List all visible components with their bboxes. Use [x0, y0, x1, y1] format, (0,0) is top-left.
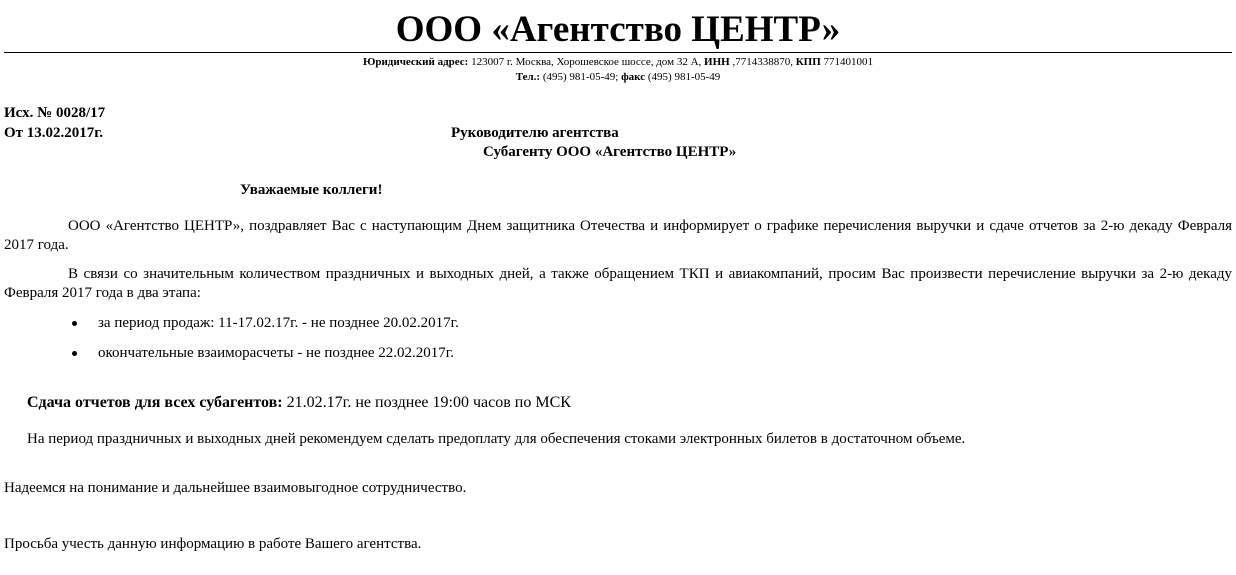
phone-value: (495) 981-05-49; [540, 71, 622, 83]
recipient-line-1: Руководителю агентства [451, 125, 619, 141]
reports-label: Сдача отчетов для всех субагентов: [27, 394, 283, 411]
greeting: Уважаемые коллеги! [240, 182, 383, 198]
bullet-icon [72, 351, 77, 356]
paragraph-congratulation: ООО «Агентство ЦЕНТР», поздравляет Вас с наступающим Днем защитника Отечества и информирует о графике перечисления выручки и сдаче отчетов за 2-ю декаду Февраля 2017 года. [4, 218, 1232, 253]
kpp-value: 771401001 [820, 56, 874, 68]
reports-deadline [27, 393, 571, 413]
bullet-icon [72, 321, 77, 326]
inn-label: ИНН [704, 56, 730, 68]
recipient-line-2: Субагенту ООО «Агентство ЦЕНТР» [483, 144, 737, 160]
contact-phone-line [0, 70, 1236, 84]
fax-label: факс [621, 71, 646, 83]
letter-date: От 13.02.2017г. [4, 125, 104, 141]
list-item-text: за период продаж: 11-17.02.17г. - не позднее 20.02.2017г. [98, 315, 459, 331]
closing-request-note: Просьба учесть данную информацию в работе Вашего агентства. [4, 536, 422, 552]
reports-value: 21.02.17г. не позднее 19:00 часов по МСК [282, 394, 571, 411]
outgoing-number: Исх. № 0028/17 [4, 105, 106, 121]
company-title: ООО «Агентство ЦЕНТР» [395, 9, 841, 50]
closing-hope-note: Надеемся на понимание и дальнейшее взаимовыгодное сотрудничество. [4, 480, 467, 496]
inn-value: ,7714338870, [729, 56, 796, 68]
address-label: Юридический адрес: [362, 56, 469, 68]
header-divider [4, 52, 1232, 53]
paragraph-payment-request: В связи со значительным количеством праздничных и выходных дней, а также обращением ТКП и авиакомпаний, просим Вас произвести перечисление выручки за 2-ю декаду Февраля 2017 года в два этапа: [4, 266, 1232, 301]
phone-label: Тел.: [515, 71, 541, 83]
kpp-label: КПП [795, 56, 821, 68]
prepayment-note: На период праздничных и выходных дней рекомендуем сделать предоплату для обеспечения стоками электронных билетов в достаточном объеме. [27, 431, 966, 447]
list-item-text: окончательные взаиморасчеты - не позднее 22.02.2017г. [98, 345, 455, 361]
legal-address-line [0, 55, 1236, 69]
fax-value: (495) 981-05-49 [645, 71, 721, 83]
address-value: 123007 г. Москва, Хорошевское шоссе, дом 32 А, [468, 56, 705, 68]
